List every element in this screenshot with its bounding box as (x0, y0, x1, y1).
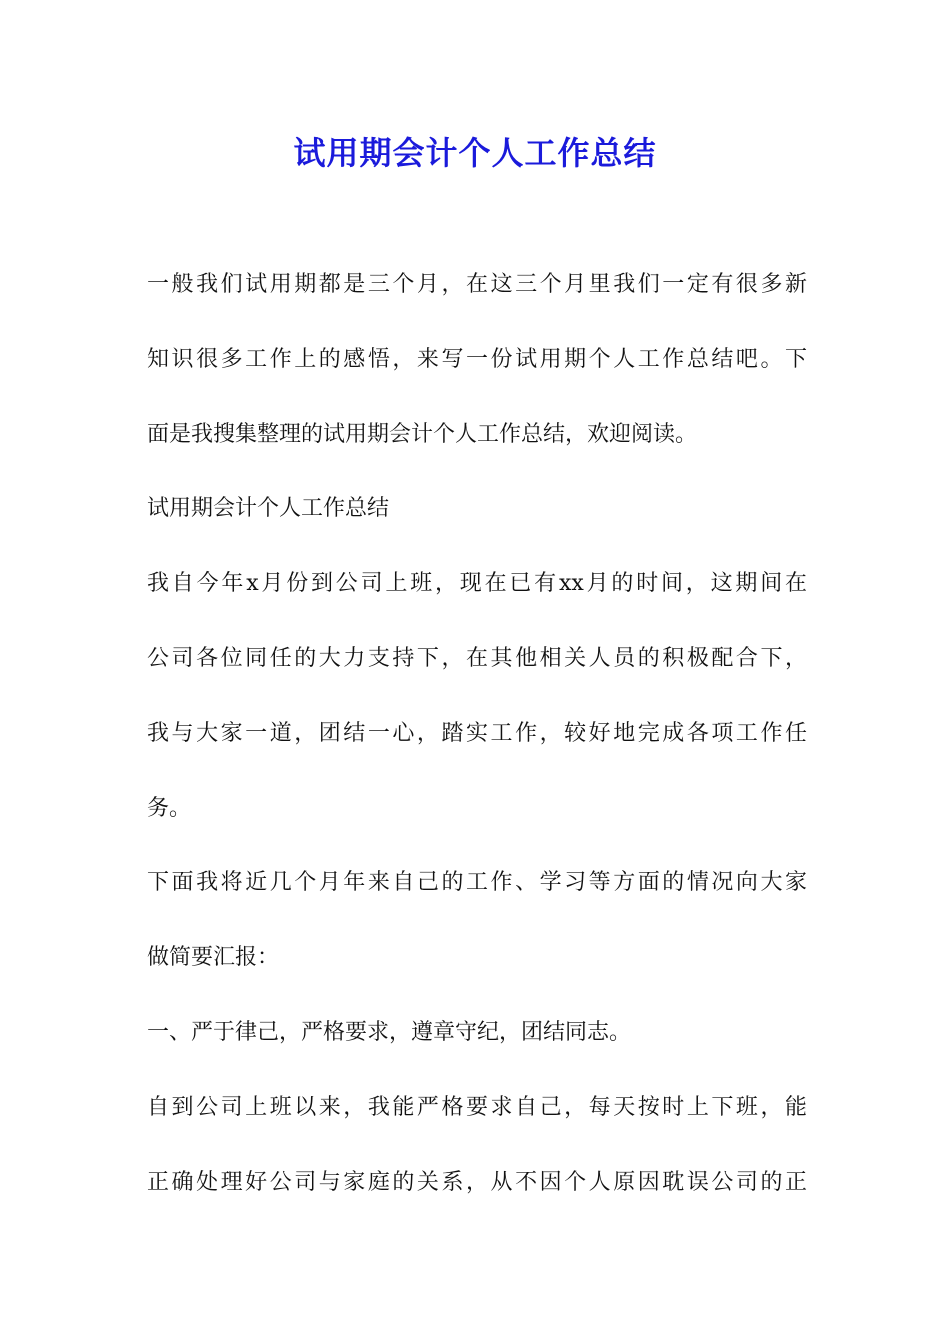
document-body (147, 262, 807, 1234)
paragraph-line: 一般我们试用期都是三个月，在这三个月里我们一定有很多新 (147, 272, 807, 297)
paragraph-line: 面是我搜集整理的试用期会计个人工作总结，欢迎阅读。 (147, 421, 698, 447)
paragraph-line: 我自今年x月份到公司上班，现在已有xx月的时间，这期间在 (147, 571, 807, 597)
document-title: 试用期会计个人工作总结 (293, 134, 657, 172)
paragraph-line: 务。 (147, 795, 192, 821)
paragraph-line: 我与大家一道，团结一心，踏实工作，较好地完成各项工作任 (147, 720, 807, 746)
paragraph-line: 公司各位同任的大力支持下，在其他相关人员的积极配合下， (147, 645, 807, 671)
section-heading: 试用期会计个人工作总结 (147, 496, 390, 522)
paragraph-line: 自到公司上班以来，我能严格要求自己，每天按时上下班，能 (147, 1094, 807, 1120)
subheading-line: 一、严于律己，严格要求，遵章守纪，团结同志。 (147, 1019, 632, 1045)
paragraph-line: 知识很多工作上的感悟，来写一份试用期个人工作总结吧。下 (147, 346, 807, 372)
paragraph-line: 正确处理好公司与家庭的关系，从不因个人原因耽误公司的正 (147, 1169, 807, 1195)
paragraph-line: 做简要汇报： (147, 945, 280, 971)
paragraph-line: 下面我将近几个月年来自己的工作、学习等方面的情况向大家 (147, 870, 807, 896)
